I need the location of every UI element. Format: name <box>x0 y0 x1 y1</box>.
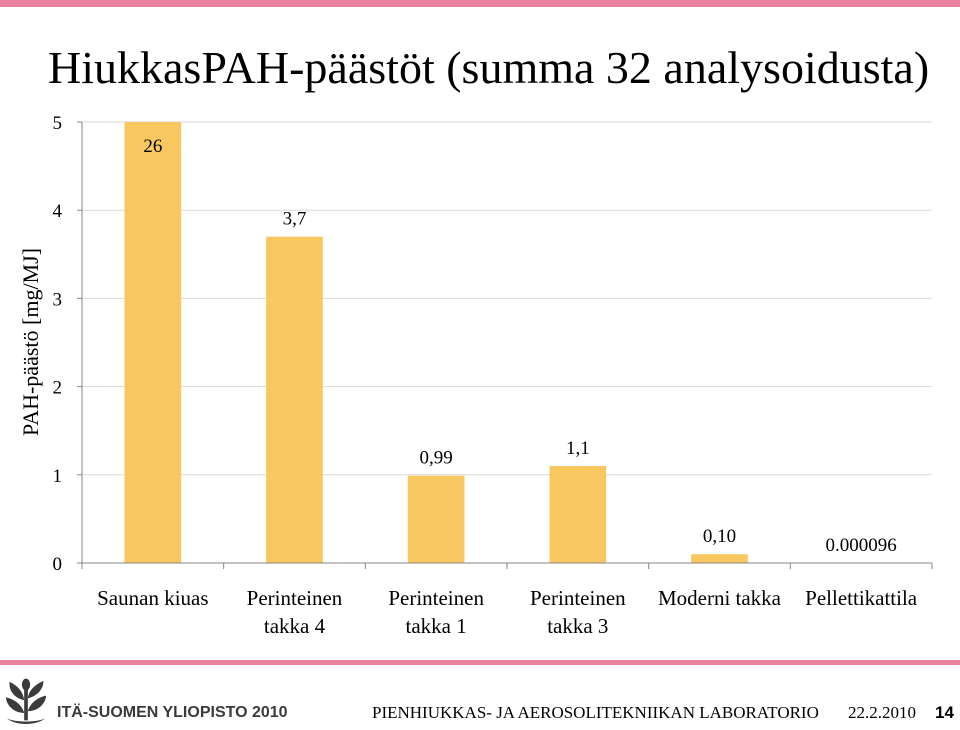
slide-footer <box>0 665 960 730</box>
logo-leaf <box>28 681 44 698</box>
data-label: 3,7 <box>282 208 307 230</box>
data-label: 26 <box>143 136 163 157</box>
y-tick-label: 3 <box>52 289 62 311</box>
logo-stem <box>24 689 28 720</box>
category-label: Moderni takka <box>657 586 781 610</box>
chart-grid <box>82 122 932 475</box>
category-label: Perinteinen takka 3 <box>530 586 626 638</box>
bar <box>125 122 182 563</box>
chart-bars <box>125 122 890 563</box>
category-labels <box>0 584 960 648</box>
slide-date: 22.2.2010 <box>848 703 916 722</box>
category-label: Perinteinen takka 4 <box>246 586 343 638</box>
y-tick-label: 2 <box>52 377 62 399</box>
university-tree-logo-icon <box>4 678 48 726</box>
laboratory-name: PIENHIUKKAS- JA AEROSOLITEKNIIKAN LABORATORIO <box>372 703 819 722</box>
data-label: 0.000096 <box>825 534 897 556</box>
category-label: Saunan kiuas <box>97 586 209 610</box>
bar <box>266 237 323 563</box>
bar <box>691 554 748 563</box>
category-label: Pellettikattila <box>805 586 918 610</box>
category-label: Perinteinen takka 1 <box>388 586 484 638</box>
slide-number: 14 <box>935 703 954 722</box>
bar <box>408 476 465 563</box>
chart-data-labels <box>143 136 896 556</box>
university-name: ITÄ-SUOMEN YLIOPISTO 2010 <box>57 704 288 721</box>
logo-bud <box>22 679 30 691</box>
bar <box>550 466 607 563</box>
y-tick-label: 0 <box>52 554 62 575</box>
y-axis-title: PAH-päästö [mg/MJ] <box>18 247 43 437</box>
y-tick-label: 4 <box>52 201 62 223</box>
y-tick-label: 1 <box>52 465 62 487</box>
logo-leaf <box>6 697 24 713</box>
data-label: 0,99 <box>419 447 453 469</box>
y-tick-label: 5 <box>52 113 62 134</box>
logo-leaf <box>28 696 46 712</box>
slide-title: HiukkasPAH-päästöt (summa 32 analysoidusta) <box>48 42 930 93</box>
data-label: 1,1 <box>565 437 590 459</box>
chart-axes <box>53 113 933 575</box>
data-label: 0,10 <box>702 526 737 548</box>
